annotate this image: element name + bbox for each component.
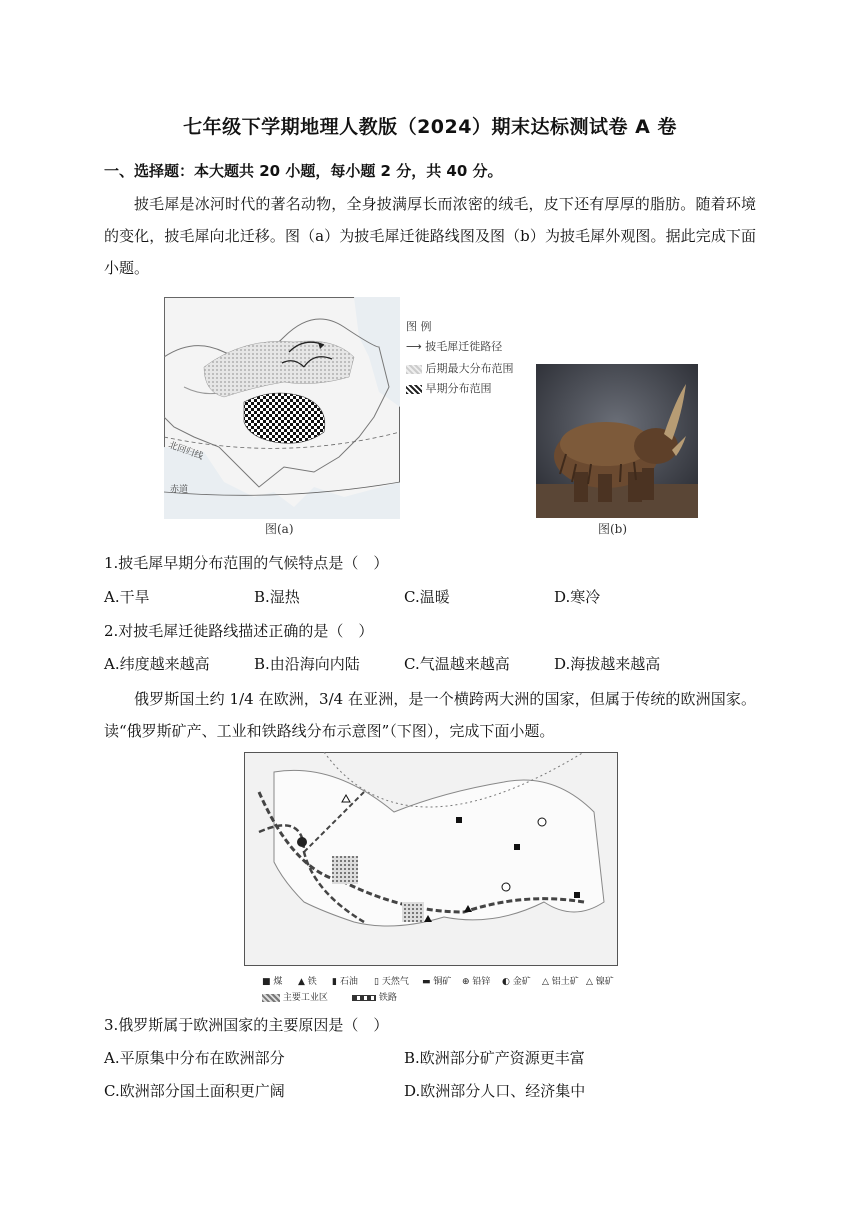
section-heading: 一、选择题：本大题共 20 小题，每小题 2 分，共 40 分。 [104, 162, 503, 180]
question-1-stem: 1.披毛犀早期分布范围的气候特点是（ ） [104, 554, 389, 572]
legend-copper: 铜矿 [433, 977, 452, 987]
legend-lead-zinc: 铅锌 [472, 977, 491, 987]
q2-option-d[interactable]: D.海拔越来越高 [554, 655, 661, 673]
q1-option-c[interactable]: C.温暖 [404, 588, 450, 606]
coal-icon: ■ [262, 977, 271, 987]
legend-early-range: 早期分布范围 [425, 382, 492, 395]
figure-a-legend [406, 318, 546, 398]
q2-option-a[interactable]: A.纬度越来越高 [104, 655, 210, 673]
q1-option-a[interactable]: A.干旱 [104, 588, 150, 606]
gas-icon: ▯ [374, 977, 379, 987]
legend-migration: 披毛犀迁徙路径 [425, 340, 503, 353]
arrow-icon: ⟶ [406, 340, 422, 353]
q2-option-b[interactable]: B.由沿海向内陆 [254, 655, 360, 673]
lead-zinc-icon: ⊕ [462, 977, 470, 987]
figure-a-map [164, 297, 400, 519]
q3-option-c[interactable]: C.欧洲部分国土面积更广阔 [104, 1082, 285, 1100]
legend-gold: 金矿 [512, 977, 531, 987]
tropic-label: 北回归线 [166, 440, 205, 463]
q2-option-c[interactable]: C.气温越来越高 [404, 655, 510, 673]
figure-b-woolly-rhino-image [536, 364, 698, 518]
question-2-stem: 2.对披毛犀迁徙路线描述正确的是（ ） [104, 622, 374, 640]
legend-nickel: 镍矿 [595, 977, 614, 987]
bauxite-icon: △ [542, 977, 549, 987]
question-3-stem: 3.俄罗斯属于欧洲国家的主要原因是（ ） [104, 1016, 389, 1034]
legend-title: 图 例 [406, 320, 432, 333]
russia-map [244, 752, 618, 966]
legend-oil: 石油 [339, 977, 358, 987]
figure-a-caption: 图(a) [265, 522, 294, 536]
light-pattern-icon [406, 365, 422, 374]
page-title: 七年级下学期地理人教版（2024）期末达标测试卷 A 卷 [183, 116, 677, 138]
legend-railway: 铁路 [378, 993, 397, 1003]
legend-bauxite: 铝土矿 [551, 977, 579, 987]
industrial-zone-icon [262, 994, 280, 1002]
dark-pattern-icon [406, 385, 422, 394]
q1-option-d[interactable]: D.寒冷 [554, 588, 601, 606]
q3-option-b[interactable]: B.欧洲部分矿产资源更丰富 [404, 1049, 585, 1067]
legend-gas: 天然气 [381, 977, 409, 987]
legend-iron: 铁 [307, 977, 317, 987]
legend-coal: 煤 [273, 977, 283, 987]
passage-russia: 俄罗斯国土约 1/4 在欧洲，3/4 在亚洲，是一个横跨两大洲的国家，但属于传统的欧洲国家。读“俄罗斯矿产、工业和铁路线分布示意图”（下图），完成下面小题。 [104, 690, 756, 740]
legend-later-range: 后期最大分布范围 [425, 362, 514, 375]
railway-icon [352, 995, 376, 1001]
gold-icon: ◐ [502, 977, 510, 987]
nickel-icon: △ [586, 977, 593, 987]
q1-option-b[interactable]: B.湿热 [254, 588, 300, 606]
q3-option-d[interactable]: D.欧洲部分人口、经济集中 [404, 1082, 586, 1100]
iron-icon: ▲ [298, 977, 305, 987]
passage-woolly-rhino: 披毛犀是冰河时代的著名动物，全身披满厚长而浓密的绒毛，皮下还有厚厚的脂肪。随着环境的变化，披毛犀向北迁移。图（a）为披毛犀迁徙路线图及图（b）为披毛犀外观图。据此完成下面小题。 [104, 195, 756, 277]
copper-icon: ▬ [422, 977, 431, 987]
russia-map-legend [262, 972, 622, 1004]
oil-icon: ▮ [332, 977, 337, 987]
equator-label: 赤道 [170, 485, 189, 495]
legend-industrial-zone: 主要工业区 [282, 993, 328, 1003]
q3-option-a[interactable]: A.平原集中分布在欧洲部分 [104, 1049, 285, 1067]
figure-b-caption: 图(b) [598, 522, 628, 536]
